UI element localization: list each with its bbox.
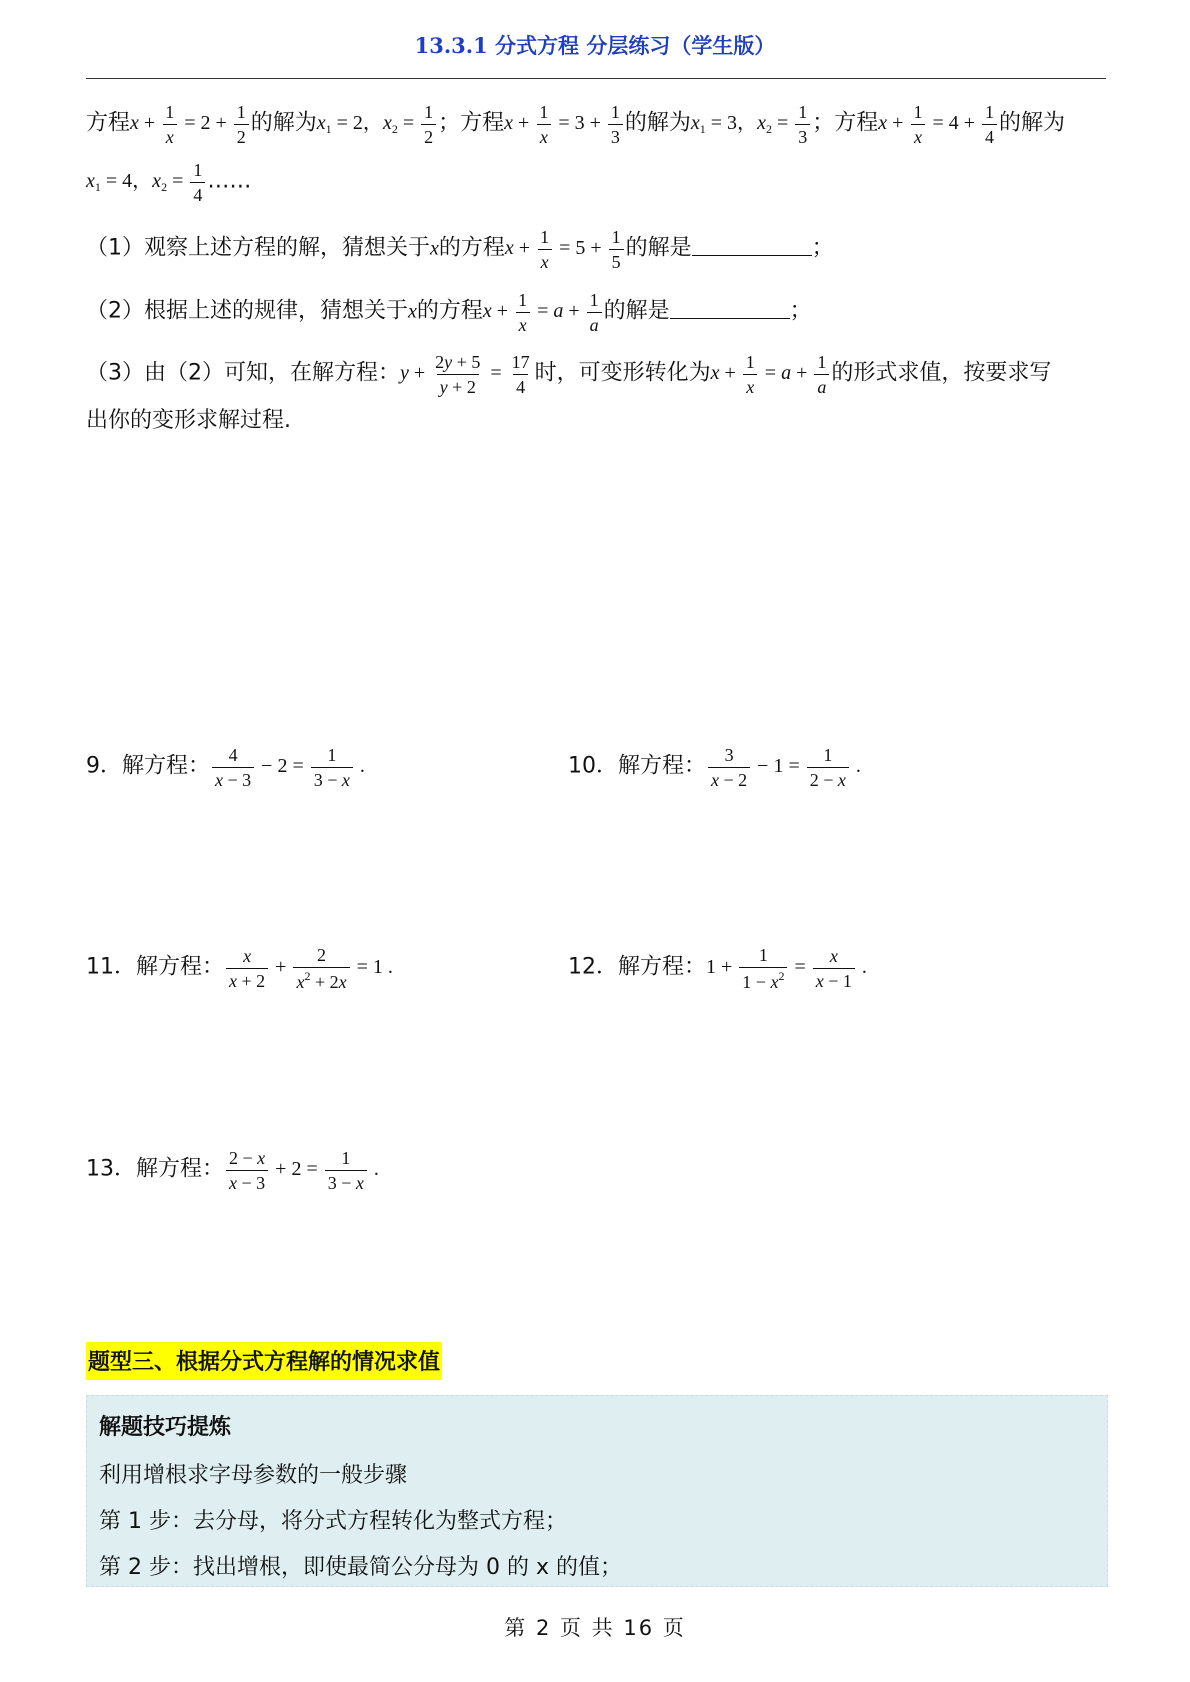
problem-13-equation: $\frac{2 - x}{x - 3}$ + 2 = $\frac{1}{3 - x}$ . bbox=[224, 1158, 379, 1180]
q8-p2-label: （2）根据上述的规律，猜想关于 bbox=[86, 298, 408, 324]
tips-line-3: 第 2 步：找出增根，即使最简公分母为 0 的 x 的值； bbox=[99, 1555, 622, 1580]
q8-p3-end: 的形式求值，按要求写 bbox=[831, 360, 1052, 386]
intro-sol-3: $x_1 = 4$，$x_2$ = $\frac{1}{4}$ bbox=[86, 170, 207, 192]
problem-13 bbox=[86, 1148, 379, 1193]
problem-10-number: 10． bbox=[568, 753, 618, 779]
intro-eq-word: 方程 bbox=[86, 110, 131, 136]
answer-blank[interactable] bbox=[670, 298, 790, 319]
q8-p1-label: （1）观察上述方程的解，猜想关于 bbox=[86, 235, 430, 261]
q8-part1: （1）观察上述方程的解，猜想关于x的方程x + $\frac{1}{x}$ = 5 + $\frac{1}{5}$ 的解是 ； bbox=[86, 227, 834, 273]
q8-p2-mid: 的方程 bbox=[416, 298, 483, 324]
problem-12-number: 12． bbox=[568, 954, 618, 980]
q8-p3-mid: 时，可变形转化为 bbox=[534, 360, 711, 386]
q8-p2-end: 的解是 bbox=[603, 298, 670, 324]
q8-p3-line2: 出你的变形求解过程. bbox=[86, 408, 291, 433]
section-title: 题型三、根据分式方程解的情况求值 bbox=[86, 1342, 442, 1380]
q8-part3 bbox=[86, 352, 1051, 397]
intro-eq-1: x + $\frac{1}{x}$ = 2 + $\frac{1}{2}$ bbox=[130, 112, 251, 134]
problem-11 bbox=[86, 945, 393, 992]
problem-11-number: 11． bbox=[86, 954, 136, 980]
tips-line-1: 利用增根求字母参数的一般步骤 bbox=[99, 1463, 408, 1488]
problem-9-prompt: 解方程： bbox=[122, 753, 211, 779]
problem-9-number: 9． bbox=[86, 753, 122, 779]
page-header-title: 13.3.1 分式方程 分层练习（学生版） bbox=[414, 33, 776, 58]
intro-line-1 bbox=[86, 102, 1065, 147]
tips-line-2: 第 1 步：去分母，将分式方程转化为整式方程； bbox=[99, 1509, 567, 1534]
problem-9 bbox=[86, 745, 365, 790]
header-rule bbox=[86, 78, 1106, 79]
intro-sol-word: 的解为 bbox=[999, 110, 1066, 136]
intro-eq-word: 方程 bbox=[834, 110, 879, 136]
q8-p3-label: （3）由（2）可知，在解方程： bbox=[86, 360, 400, 386]
page-footer: 第 2 页 共 16 页 bbox=[504, 1616, 686, 1640]
q8-p3-equation: y + $\frac{2y + 5}{y + 2}$ = $\frac{17}{4}$ bbox=[400, 352, 530, 398]
intro-sol-1: $x_1 = 2$，$x_2$ = $\frac{1}{2}$ bbox=[317, 112, 438, 134]
intro-eq-word: 方程 bbox=[460, 110, 505, 136]
intro-eq-2: x + $\frac{1}{x}$ = 3 + $\frac{1}{3}$ bbox=[504, 112, 625, 134]
tips-box bbox=[86, 1395, 1108, 1587]
intro-line-2 bbox=[86, 160, 251, 205]
tips-heading: 解题技巧提炼 bbox=[99, 1415, 232, 1440]
intro-ellipsis: …… bbox=[207, 168, 252, 194]
problem-10-equation: $\frac{3}{x - 2}$ − 1 = $\frac{1}{2 - x}$ . bbox=[706, 755, 861, 777]
problem-9-equation: $\frac{4}{x - 3}$ − 2 = $\frac{1}{3 - x}$ . bbox=[210, 755, 365, 777]
problem-10-prompt: 解方程： bbox=[618, 753, 707, 779]
q8-p3-form: x + $\frac{1}{x}$ = a + $\frac{1}{a}$ bbox=[711, 362, 832, 384]
problem-11-prompt: 解方程： bbox=[136, 954, 225, 980]
q8-p1-end: 的解是 bbox=[625, 235, 692, 261]
q8-part2: （2）根据上述的规律，猜想关于x的方程x + $\frac{1}{x}$ = a + $\frac{1}{a}$ 的解是 ； bbox=[86, 290, 812, 336]
problem-12-equation: 1 + $\frac{1}{1 - x^2}$ = $\frac{x}{x - 1}$ . bbox=[706, 945, 867, 993]
problem-11-equation: $\frac{x}{x + 2}$ + $\frac{2}{x^2 + 2x}$ = 1 . bbox=[224, 956, 393, 978]
q8-p1-mid: 的方程 bbox=[438, 235, 505, 261]
problem-12-prompt: 解方程： bbox=[618, 954, 707, 980]
problem-12 bbox=[568, 945, 867, 992]
problem-10 bbox=[568, 745, 861, 790]
q8-semicolon: ； bbox=[789, 298, 812, 324]
q8-p2-equation: x + $\frac{1}{x}$ = a + $\frac{1}{a}$ bbox=[483, 300, 604, 322]
intro-sol-word: 的解为 bbox=[250, 110, 317, 136]
answer-blank[interactable] bbox=[692, 235, 812, 256]
q8-p1-equation: x + $\frac{1}{x}$ = 5 + $\frac{1}{5}$ bbox=[505, 237, 626, 259]
q8-semicolon: ； bbox=[811, 235, 834, 261]
intro-sol-word: 的解为 bbox=[624, 110, 691, 136]
problem-13-prompt: 解方程： bbox=[136, 1156, 225, 1182]
intro-sep: ； bbox=[438, 110, 461, 136]
problem-13-number: 13． bbox=[86, 1156, 136, 1182]
intro-sep: ； bbox=[812, 110, 835, 136]
intro-sol-2: $x_1 = 3$，$x_2$ = $\frac{1}{3}$ bbox=[691, 112, 812, 134]
intro-eq-3: x + $\frac{1}{x}$ = 4 + $\frac{1}{4}$ bbox=[878, 112, 999, 134]
